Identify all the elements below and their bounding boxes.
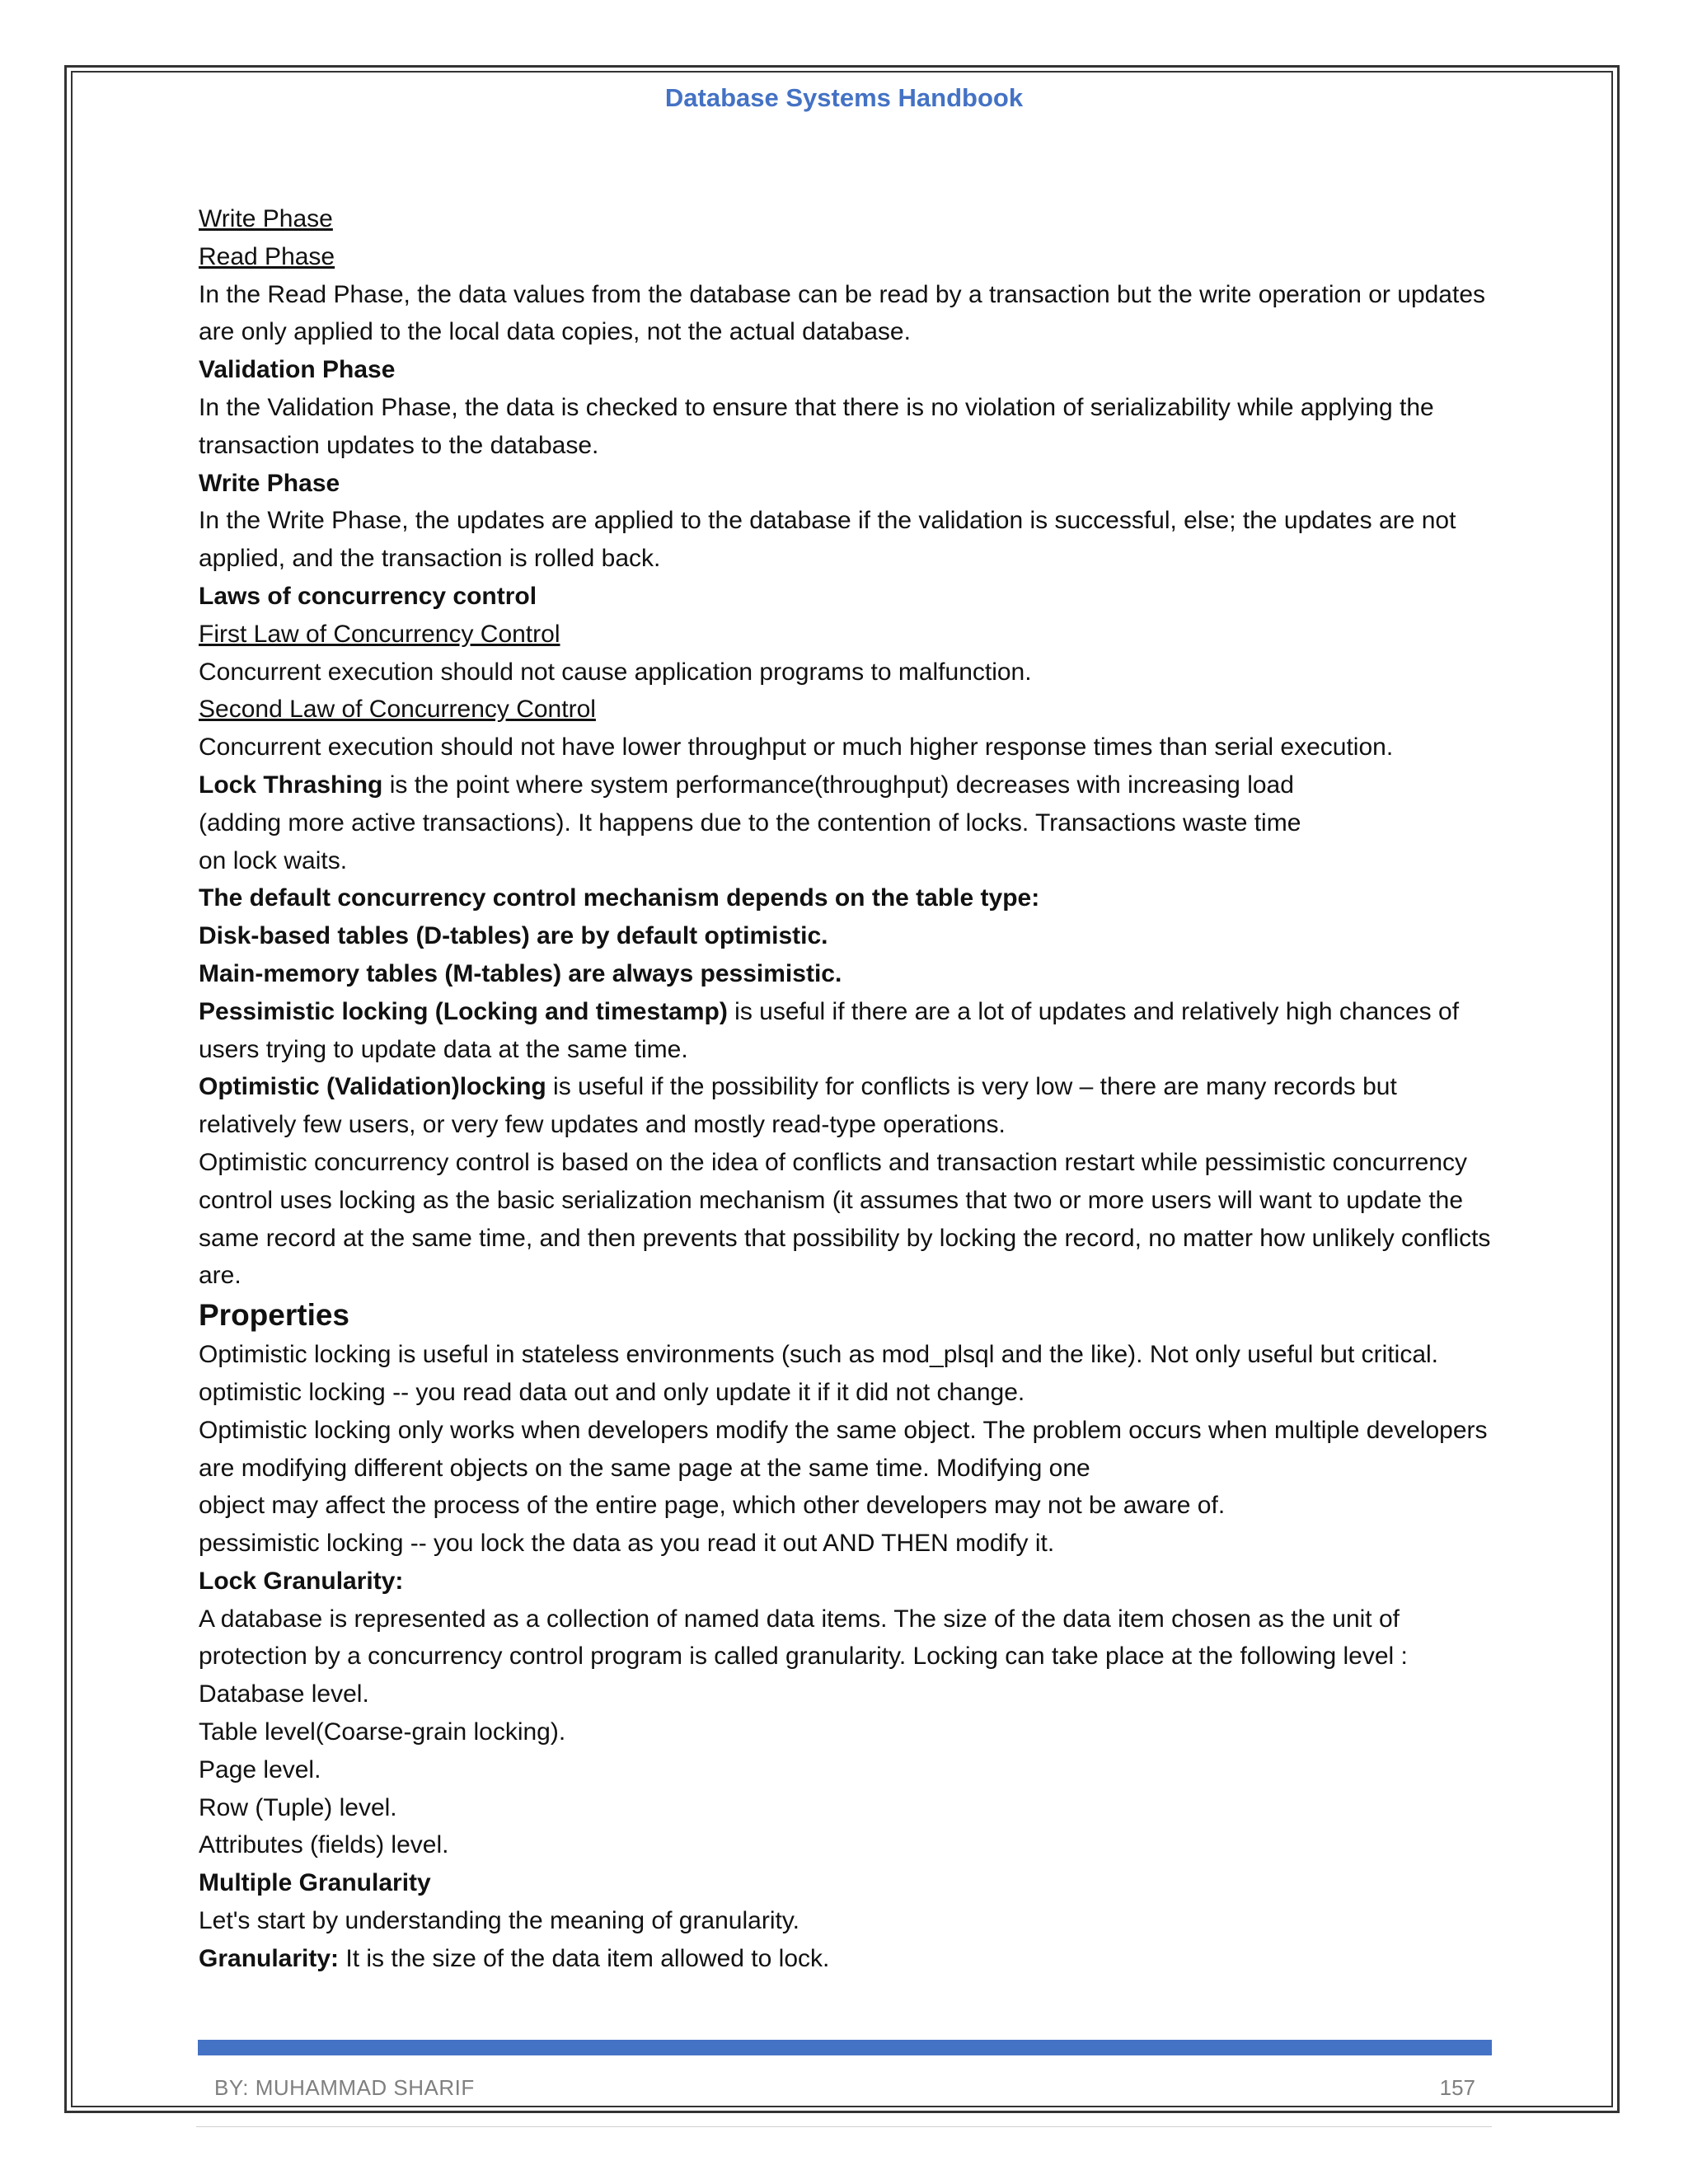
paragraph-pessimistic xyxy=(199,993,1501,1069)
footer-bar xyxy=(198,2040,1492,2055)
page-header-title: Database Systems Handbook xyxy=(664,83,1024,112)
heading-disk-based: Disk-based tables (D-tables) are by default optimistic. xyxy=(199,922,828,950)
level-page: Page level. xyxy=(199,1755,321,1783)
subheading-read-phase: Read Phase xyxy=(199,242,335,270)
heading-laws-concurrency: Laws of concurrency control xyxy=(199,582,537,610)
heading-validation-phase: Validation Phase xyxy=(199,356,396,384)
heading-main-memory: Main-memory tables (M-tables) are always pessimistic. xyxy=(199,959,842,987)
paragraph-second-law: Concurrent execution should not have lower throughput or much higher response times than serial execution. xyxy=(199,733,1394,762)
paragraph-granularity-definition xyxy=(199,1940,1501,1978)
level-table: Table level(Coarse-grain locking). xyxy=(199,1718,566,1746)
subheading-first-law: First Law of Concurrency Control xyxy=(199,620,560,648)
heading-multiple-granularity: Multiple Granularity xyxy=(199,1869,431,1897)
paragraph-lock-thrashing-3: on lock waits. xyxy=(199,846,348,874)
text-granularity: It is the size of the data item allowed to lock. xyxy=(339,1944,830,1972)
paragraph-validation-phase: In the Validation Phase, the data is checked to ensure that there is no violation of serializability while applying the transaction updates to the database. xyxy=(199,393,1434,459)
subheading-write-phase-1: Write Phase xyxy=(199,205,333,232)
level-attributes: Attributes (fields) level. xyxy=(199,1831,449,1859)
paragraph-optimistic-developers-2: object may affect the process of the entire page, which other developers may not be aware of. xyxy=(199,1492,1226,1520)
paragraph-write-phase: In the Write Phase, the updates are applied to the database if the validation is successful, else; the updates are not applied, and the transaction is rolled back. xyxy=(199,507,1456,573)
term-lock-thrashing: Lock Thrashing xyxy=(199,771,383,799)
text-pessimistic: is useful if there are a lot of updates and relatively high chances of users trying to update data at the same time. xyxy=(199,997,1460,1063)
text-optimistic: is useful if the possibility for conflicts is very low – there are many records but relatively few users, or very few updates and mostly read-type operations. xyxy=(199,1073,1397,1139)
paragraph-pessimistic-definition: pessimistic locking -- you lock the data as you read it out AND THEN modify it. xyxy=(199,1530,1055,1558)
document-body xyxy=(199,200,1501,1978)
term-granularity: Granularity: xyxy=(199,1944,340,1972)
paragraph-granularity-intro: A database is represented as a collection of named data items. The size of the data item chosen as the unit of protection by a concurrency control program is called granularity. Locking can take place at the following level : xyxy=(199,1605,1408,1671)
heading-default-mechanism: The default concurrency control mechanism depends on the table type: xyxy=(199,884,1040,912)
paragraph-read-phase: In the Read Phase, the data values from the database can be read by a transaction but the write operation or updates are only applied to the local data copies, not the actual database. xyxy=(199,280,1486,346)
subheading-second-law: Second Law of Concurrency Control xyxy=(199,696,596,724)
paragraph-optimistic xyxy=(199,1068,1501,1144)
text-lock-thrashing: is the point where system performance(throughput) decreases with increasing load xyxy=(382,771,1294,799)
paragraph-first-law: Concurrent execution should not cause application programs to malfunction. xyxy=(199,658,1032,686)
paragraph-lock-thrashing-2: (adding more active transactions). It happens due to the contention of locks. Transactions waste time xyxy=(199,808,1301,837)
paragraph-granularity-meaning: Let's start by understanding the meaning of granularity. xyxy=(199,1907,799,1935)
paragraph-optimistic-definition: optimistic locking -- you read data out and only update it if it did not change. xyxy=(199,1378,1025,1406)
level-database: Database level. xyxy=(199,1680,369,1708)
heading-write-phase: Write Phase xyxy=(199,469,340,497)
heading-properties: Properties xyxy=(199,1298,350,1333)
term-optimistic: Optimistic (Validation)locking xyxy=(199,1073,546,1101)
paragraph-occ-vs-pcc: Optimistic concurrency control is based on the idea of conflicts and transaction restart while pessimistic concurrency control uses locking as the basic serialization mechanism (it assumes that two or more users will want to update the same record at the same time, and then prevents that possibility by locking the record, no matter how unlikely conflicts are. xyxy=(199,1148,1491,1290)
paragraph-optimistic-developers: Optimistic locking only works when developers modify the same object. The problem occurs when multiple developers are modifying different objects on the same page at the same time. Modifying one xyxy=(199,1416,1488,1482)
footer-page-number: 157 xyxy=(1439,2075,1475,2100)
bottom-rule xyxy=(196,2126,1492,2127)
footer-author: BY: MUHAMMAD SHARIF xyxy=(214,2075,475,2100)
level-row: Row (Tuple) level. xyxy=(199,1793,397,1821)
heading-lock-granularity: Lock Granularity: xyxy=(199,1567,404,1595)
paragraph-lock-thrashing xyxy=(199,766,1501,804)
paragraph-stateless: Optimistic locking is useful in stateless environments (such as mod_plsql and the like). Not only useful but critical. xyxy=(199,1341,1438,1369)
term-pessimistic: Pessimistic locking (Locking and timestamp) xyxy=(199,997,728,1025)
